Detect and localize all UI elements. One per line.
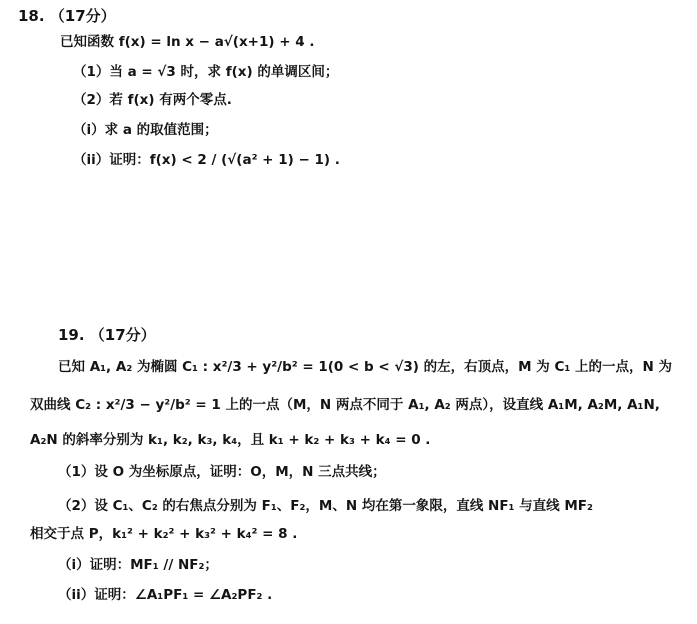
q19-part2-ii: （ii）证明：∠A₁PF₁ = ∠A₂PF₂ . — [58, 587, 273, 603]
q18-part2-i: （i）求 a 的取值范围； — [73, 122, 218, 138]
q19-part2-line2: 相交于点 P，k₁² + k₂² + k₃² + k₄² = 8 . — [30, 526, 298, 542]
q19-part2-line1: （2）设 C₁、C₂ 的右焦点分别为 F₁、F₂，M、N 均在第一象限，直线 NF₁ 与直线 MF₂ — [58, 498, 593, 514]
q19-part2-i: （i）证明：MF₁ // NF₂； — [58, 557, 218, 573]
q18-part2: （2）若 f(x) 有两个零点. — [73, 92, 232, 108]
q19-part1: （1）设 O 为坐标原点，证明：O，M，N 三点共线； — [58, 464, 386, 480]
q19-stem-line2: 双曲线 C₂ : x²/3 − y²/b² = 1 上的一点（M，N 两点不同于 A₁, A₂ 两点），设直线 A₁M, A₂M, A₁N, — [30, 397, 660, 413]
q18-part1: （1）当 a = √3 时，求 f(x) 的单调区间； — [73, 64, 339, 80]
q19-stem-line3: A₂N 的斜率分别为 k₁, k₂, k₃, k₄，且 k₁ + k₂ + k₃ + k₄ = 0 . — [30, 432, 431, 448]
q18-stem: 已知函数 f(x) = ln x − a√(x+1) + 4 . — [60, 34, 315, 50]
q19-header: 19. （17分） — [58, 326, 156, 344]
q18-part2-ii: （ii）证明：f(x) < 2 / (√(a² + 1) − 1) . — [73, 152, 340, 168]
q18-header: 18. （17分） — [18, 7, 116, 25]
q19-stem-line1: 已知 A₁, A₂ 为椭圆 C₁ : x²/3 + y²/b² = 1(0 < b < √3) 的左，右顶点，M 为 C₁ 上的一点，N 为 — [58, 359, 673, 375]
